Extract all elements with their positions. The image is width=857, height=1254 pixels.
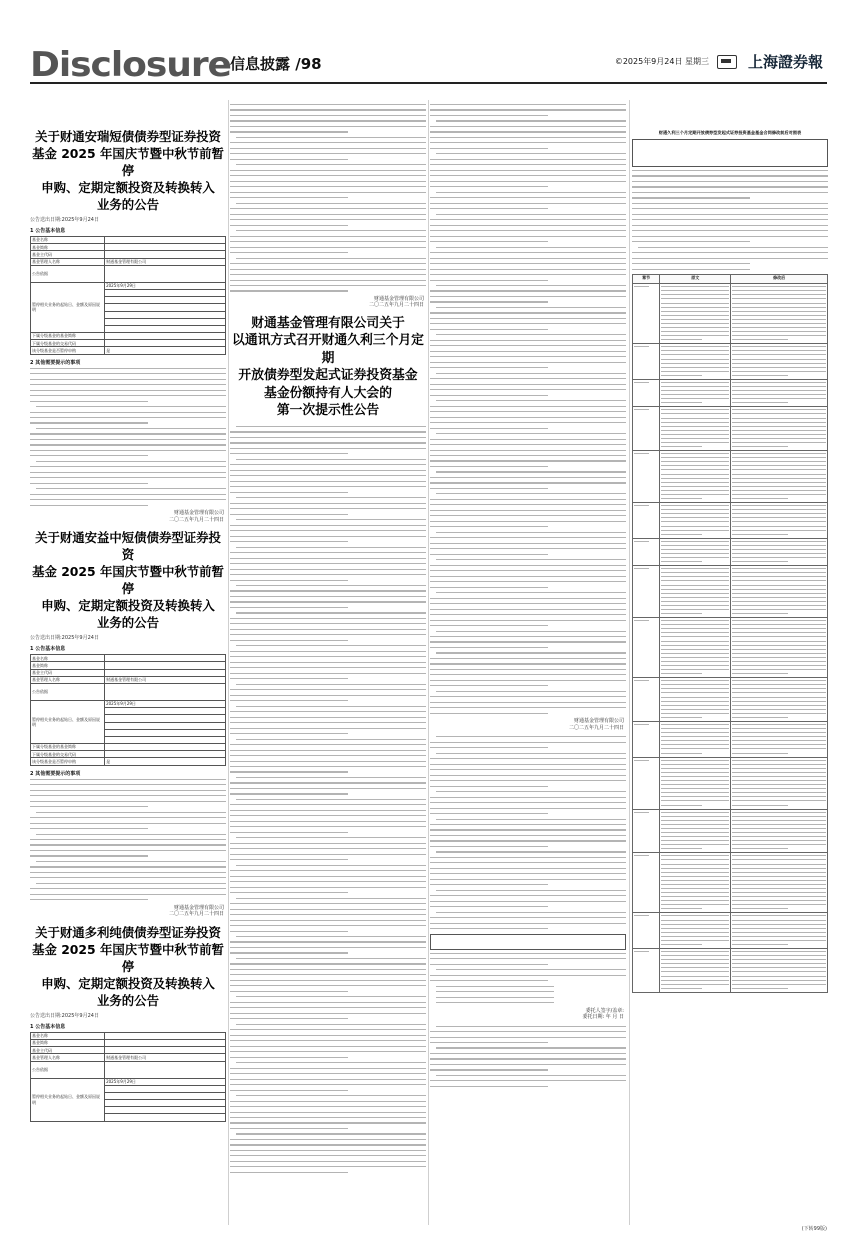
comparison-cell — [660, 344, 731, 380]
principal-date: 委托日期: 年 月 日 — [582, 1014, 624, 1021]
comparison-cell — [731, 503, 828, 539]
comparison-row — [633, 566, 828, 618]
table-header: 原文 — [660, 275, 731, 284]
table-value — [105, 1061, 226, 1078]
comparison-cell — [633, 913, 660, 949]
title-line: 关于财通多利纯债债券型证券投资 — [35, 924, 221, 940]
body-text — [230, 426, 426, 1173]
title-line: 开放债券型发起式证券投资基金 — [238, 368, 418, 384]
table-label: 公告依据 — [31, 265, 105, 282]
title-line: 基金份额持有人大会的 — [264, 385, 392, 401]
comparison-row — [633, 809, 828, 853]
table-label: 公告依据 — [31, 683, 105, 700]
comparison-row — [633, 379, 828, 406]
comparison-cell — [633, 853, 660, 913]
table-label: 下属分级基金的基金简称 — [31, 744, 105, 751]
table-label: 暂停相关业务的起始日、金额及原因说明 — [31, 1078, 105, 1121]
comparison-cell — [660, 451, 731, 503]
table-value: 2025年9月29日 — [105, 700, 226, 707]
table-value — [105, 325, 226, 332]
table-value — [105, 729, 226, 736]
section-title: 信息披露 /98 — [230, 55, 322, 73]
table-label: 基金主代码 — [31, 1047, 105, 1054]
table-label: 基金名称 — [31, 237, 105, 244]
table-label: 公告依据 — [31, 1061, 105, 1078]
title-line: 基金 2025 年国庆节暨中秋节前暂停 — [32, 146, 224, 178]
section-heading: 1 公告基本信息 — [30, 228, 66, 234]
comparison-cell — [731, 809, 828, 853]
comparison-row — [633, 344, 828, 380]
comparison-cell — [633, 618, 660, 678]
body-text — [632, 247, 828, 270]
table-value — [105, 1039, 226, 1046]
comparison-cell — [660, 284, 731, 344]
table-label: 基金管理人名称 — [31, 1054, 105, 1061]
column-divider — [428, 100, 429, 1225]
announcement-anrui — [30, 128, 226, 523]
comparison-cell — [660, 618, 731, 678]
table-label: 基金名称 — [31, 1032, 105, 1039]
comparison-cell — [731, 379, 828, 406]
publish-date: 公告送出日期:2025年9月24日 — [30, 635, 99, 642]
comparison-cell — [660, 913, 731, 949]
signature-date: 二〇二五年九月二十四日 — [568, 724, 624, 731]
table-label: 基金主代码 — [31, 669, 105, 676]
table-label: 基金主代码 — [31, 251, 105, 258]
table-value — [105, 265, 226, 282]
announcement-duoli — [30, 924, 226, 1122]
comparison-cell — [731, 618, 828, 678]
table-value — [105, 289, 226, 296]
table-value — [105, 297, 226, 304]
comparison-row — [633, 503, 828, 539]
table-value: 2025年9月29日 — [105, 282, 226, 289]
signature-date: 二〇二五年九月二十四日 — [368, 302, 424, 309]
attachment-signature — [430, 1008, 624, 1021]
comparison-cell — [660, 566, 731, 618]
comparison-cell — [660, 379, 731, 406]
table-value — [105, 708, 226, 715]
table-value — [105, 1047, 226, 1054]
table-header: 修改后 — [731, 275, 828, 284]
comparison-cell — [633, 379, 660, 406]
comparison-cell — [731, 344, 828, 380]
vote-form-table — [430, 934, 626, 950]
title-line: 基金 2025 年国庆节暨中秋节前暂停 — [32, 564, 224, 597]
body-text — [430, 1026, 626, 1087]
column-c — [430, 100, 626, 1230]
comparison-cell — [633, 678, 660, 722]
comparison-row — [633, 618, 828, 678]
brand-logo: Disclosure — [30, 45, 231, 85]
comparison-cell — [633, 722, 660, 758]
column-a — [30, 100, 226, 1230]
comparison-cell — [660, 538, 731, 565]
table-value — [105, 715, 226, 722]
table-value — [105, 1107, 226, 1114]
body-text — [230, 104, 426, 292]
table-label: 基金简称 — [31, 244, 105, 251]
comparison-cell — [731, 853, 828, 913]
signature — [430, 718, 624, 731]
comparison-cell — [633, 451, 660, 503]
table-value — [105, 722, 226, 729]
table-value — [105, 237, 226, 244]
signature-company: 财通基金管理有限公司 — [573, 718, 624, 725]
comparison-cell — [633, 284, 660, 344]
comparison-cell — [731, 949, 828, 993]
body-text — [30, 368, 226, 506]
table-value: 2025年9月29日 — [105, 1078, 226, 1085]
title-line: 业务的公告 — [97, 197, 159, 212]
section-heading: 1 公告基本信息 — [30, 646, 66, 653]
principal-signature: 委托人签字/盖章: — [585, 1007, 624, 1014]
table-value — [105, 311, 226, 318]
body-text — [30, 779, 226, 901]
table-value — [105, 1032, 226, 1039]
table-value — [105, 251, 226, 258]
comparison-cell — [731, 284, 828, 344]
section-heading: 2 其他需要提示的事项 — [30, 359, 81, 366]
announcement-title — [30, 529, 226, 631]
section-heading: 1 公告基本信息 — [30, 1023, 66, 1030]
table-value — [105, 318, 226, 325]
comparison-row — [633, 284, 828, 344]
signature — [30, 905, 224, 918]
title-line: 申购、定期定额投资及转换转入 — [41, 975, 215, 991]
comparison-cell — [660, 678, 731, 722]
table-value — [105, 736, 226, 743]
comparison-cell — [660, 757, 731, 809]
table-value — [105, 1085, 226, 1092]
comparison-row — [633, 451, 828, 503]
comparison-cell — [731, 913, 828, 949]
body-text — [632, 170, 828, 242]
comparison-cell — [633, 809, 660, 853]
table-label: 下属分级基金的交易代码 — [31, 751, 105, 758]
column-divider — [228, 100, 229, 1225]
basic-info-table — [30, 1032, 226, 1122]
table-value: 财通基金管理有限公司 — [105, 1054, 226, 1061]
comparison-cell — [660, 722, 731, 758]
comparison-row — [633, 678, 828, 722]
table-label: 基金简称 — [31, 1039, 105, 1046]
publish-date: 公告送出日期:2025年9月24日 — [30, 1012, 99, 1019]
table-label: 该分级基金是否暂停申购 — [31, 347, 105, 354]
title-line: 申购、定期定额投资及转换转入 — [41, 598, 215, 614]
comparison-cell — [633, 757, 660, 809]
signature-company: 财通基金管理有限公司 — [173, 904, 224, 911]
title-line: 业务的公告 — [97, 615, 159, 631]
table-label: 基金名称 — [31, 655, 105, 662]
comparison-row — [633, 757, 828, 809]
table-value — [105, 655, 226, 662]
publish-date: 公告送出日期:2025年9月24日 — [30, 217, 99, 223]
comparison-cell — [660, 503, 731, 539]
signature-date: 二〇二五年九月二十四日 — [168, 516, 224, 523]
table-value — [105, 744, 226, 751]
table-label: 下属分级基金的基金简称 — [31, 333, 105, 340]
comparison-cell — [731, 407, 828, 451]
table-label: 基金简称 — [31, 662, 105, 669]
column-b — [230, 100, 426, 1230]
table-value: 财通基金管理有限公司 — [105, 676, 226, 683]
announcement-anyi — [30, 529, 226, 918]
announcement-title — [30, 128, 226, 213]
comparison-row — [633, 407, 828, 451]
comparison-row — [633, 722, 828, 758]
table-label: 暂停相关业务的起始日、金额及原因说明 — [31, 700, 105, 743]
comparison-cell — [660, 809, 731, 853]
basic-info-table — [30, 236, 226, 355]
comparison-cell — [633, 538, 660, 565]
table-label: 基金管理人名称 — [31, 258, 105, 265]
table-value — [105, 304, 226, 311]
table-value — [105, 1092, 226, 1099]
section-heading: 2 其他需要提示的事项 — [30, 770, 81, 777]
comparison-cell — [731, 538, 828, 565]
column-divider — [629, 100, 630, 1225]
comparison-cell — [633, 407, 660, 451]
table-value: 是 — [105, 347, 226, 354]
table-header: 章节 — [633, 275, 660, 284]
signature-date: 二〇二五年九月二十四日 — [168, 911, 224, 918]
issue-date: ©2025年9月24日 星期三 — [614, 57, 709, 66]
comparison-cell — [633, 566, 660, 618]
comparison-row — [633, 913, 828, 949]
table-value — [105, 669, 226, 676]
comparison-cell — [660, 853, 731, 913]
comparison-row — [633, 853, 828, 913]
body-text — [430, 736, 626, 929]
table-label: 下属分级基金的交易代码 — [31, 340, 105, 347]
basic-info-table — [30, 654, 226, 765]
comparison-cell — [633, 503, 660, 539]
table-value: 是 — [105, 758, 226, 765]
column-d — [632, 100, 828, 1230]
comparison-cell — [731, 678, 828, 722]
title-line: 财通基金管理有限公司关于 — [251, 315, 405, 331]
continued-note: (下转99版) — [801, 1226, 827, 1232]
table-value — [105, 333, 226, 340]
comparison-row — [633, 949, 828, 993]
newspaper-emblem-icon — [717, 55, 737, 69]
info-box — [632, 139, 828, 167]
signature — [30, 510, 224, 523]
announcement-title — [30, 924, 226, 1009]
comparison-cell — [731, 722, 828, 758]
table-value — [105, 244, 226, 251]
comparison-cell — [633, 344, 660, 380]
comparison-cell — [731, 566, 828, 618]
body-text — [430, 104, 626, 714]
title-line: 第一次提示性公告 — [276, 403, 380, 419]
table-label: 暂停相关业务的起始日、金额及原因说明 — [31, 282, 105, 332]
table-title: 财通久利三个月定期开放债券型发起式证券投资基金基金合同修改前后对照表 — [658, 130, 802, 135]
table-label: 该分级基金是否暂停申购 — [31, 758, 105, 765]
newspaper-logo: 上海證券報 — [747, 53, 823, 71]
title-line: 业务的公告 — [97, 992, 159, 1008]
table-value — [105, 1114, 226, 1121]
comparison-cell — [731, 451, 828, 503]
body-text — [430, 953, 626, 1003]
table-value — [105, 662, 226, 669]
table-label: 基金管理人名称 — [31, 676, 105, 683]
title-line: 申购、定期定额投资及转换转入 — [41, 180, 215, 195]
table-value — [105, 1100, 226, 1107]
signature-company: 财通基金管理有限公司 — [173, 510, 224, 517]
comparison-row — [633, 538, 828, 565]
table-value: 财通基金管理有限公司 — [105, 258, 226, 265]
title-line: 以通讯方式召开财通久利三个月定期 — [232, 333, 424, 366]
title-line: 关于财通安益中短债债券型证券投资 — [35, 530, 221, 563]
comparison-cell — [660, 407, 731, 451]
title-line: 基金 2025 年国庆节暨中秋节前暂停 — [32, 941, 224, 974]
comparison-cell — [660, 949, 731, 993]
masthead — [30, 42, 827, 84]
table-value — [105, 340, 226, 347]
title-line: 关于财通安瑞短债债券型证券投资 — [35, 129, 221, 144]
table-value — [105, 683, 226, 700]
signature-company: 财通基金管理有限公司 — [373, 295, 424, 302]
signature — [230, 296, 424, 309]
comparison-cell — [633, 949, 660, 993]
table-value — [105, 751, 226, 758]
announcement-title — [230, 315, 426, 420]
comparison-cell — [731, 757, 828, 809]
comparison-table — [632, 274, 828, 993]
